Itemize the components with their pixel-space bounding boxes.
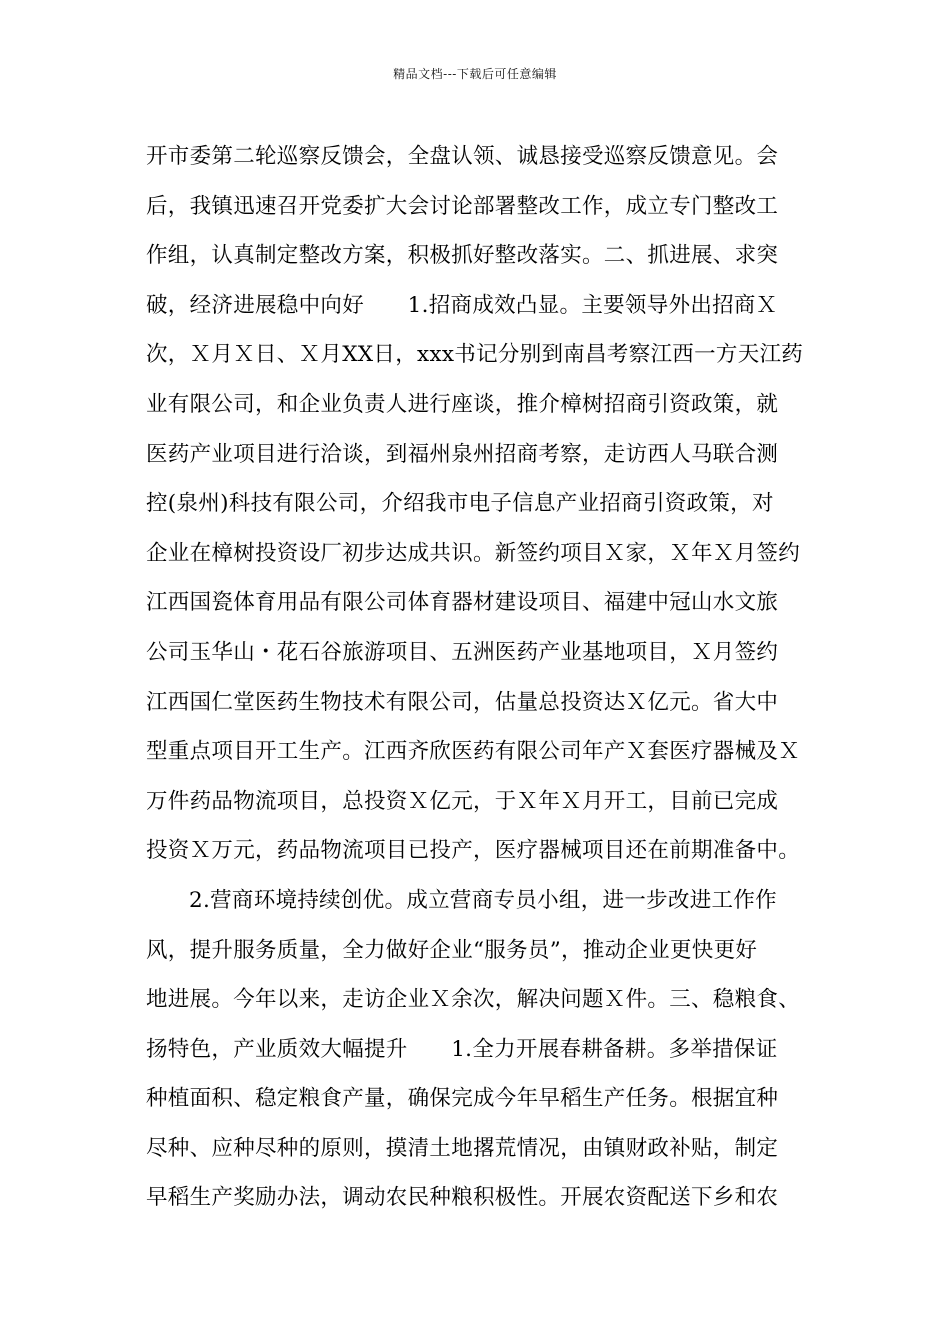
text-line: 种植面积、稳定粮食产量，确保完成今年早稻生产任务。根据宜种 xyxy=(146,1086,779,1112)
text-line: 次，Ｘ月Ｘ日、Ｘ月XX日，xxx书记分别到南昌考察江西一方天江药 xyxy=(146,342,804,368)
text-line: 企业在樟树投资设厂初步达成共识。新签约项目Ｘ家，Ｘ年Ｘ月签约 xyxy=(146,540,801,566)
page-header: 精品文档---下载后可任意编辑 xyxy=(393,67,557,81)
text-line: 作组，认真制定整改方案，积极抓好整改落实。二、抓进展、求突 xyxy=(146,243,779,269)
text-line: 后，我镇迅速召开党委扩大会讨论部署整改工作，成立专门整改工 xyxy=(146,193,779,219)
text-line: 型重点项目开工生产。江西齐欣医药有限公司年产Ｘ套医疗器械及Ｘ xyxy=(146,739,801,765)
text-line: 风，提升服务质量，全力做好企业“服务员”，推动企业更快更好 xyxy=(146,937,758,963)
document-body xyxy=(146,132,810,1223)
text-line: 破，经济进展稳中向好 1.招商成效凸显。主要领导外出招商Ｘ xyxy=(146,292,778,318)
text-line: 控(泉州)科技有限公司，介绍我市电子信息产业招商引资政策，对 xyxy=(146,491,774,517)
text-line: 开市委第二轮巡察反馈会，全盘认领、诚恳接受巡察反馈意见。会 xyxy=(146,144,779,169)
text-line: 早稻生产奖励办法，调动农民种粮积极性。开展农资配送下乡和农 xyxy=(146,1185,779,1211)
text-line: 医药产业项目进行洽谈，到福州泉州招商考察，走访西人马联合测 xyxy=(146,441,779,467)
text-line: 业有限公司，和企业负责人进行座谈，推介樟树招商引资政策，就 xyxy=(146,391,779,417)
text-line: 江西国瓷体育用品有限公司体育器材建设项目、福建中冠山水文旅 xyxy=(146,590,779,616)
text-line: 投资Ｘ万元，药品物流项目已投产，医疗器械项目还在前期准备中。 xyxy=(146,838,801,864)
text-line: 公司玉华山・花石谷旅游项目、五洲医药产业基地项目，Ｘ月签约 xyxy=(146,639,779,665)
text-line: 万件药品物流项目，总投资Ｘ亿元，于Ｘ年Ｘ月开工，目前已完成 xyxy=(146,788,779,814)
text-line: 地进展。今年以来，走访企业Ｘ余次，解决问题Ｘ件。三、稳粮食、 xyxy=(146,987,801,1013)
text-line: 尽种、应种尽种的原则，摸清土地撂荒情况，由镇财政补贴，制定 xyxy=(146,1135,779,1161)
text-line: 江西国仁堂医药生物技术有限公司，估量总投资达Ｘ亿元。省大中 xyxy=(146,689,779,715)
paragraph-start-line: 2.营商环境持续创优。成立营商专员小组，进一步改进工作作 xyxy=(189,887,777,913)
text-line: 扬特色，产业质效大幅提升 1.全力开展春耕备耕。多举措保证 xyxy=(146,1036,778,1062)
